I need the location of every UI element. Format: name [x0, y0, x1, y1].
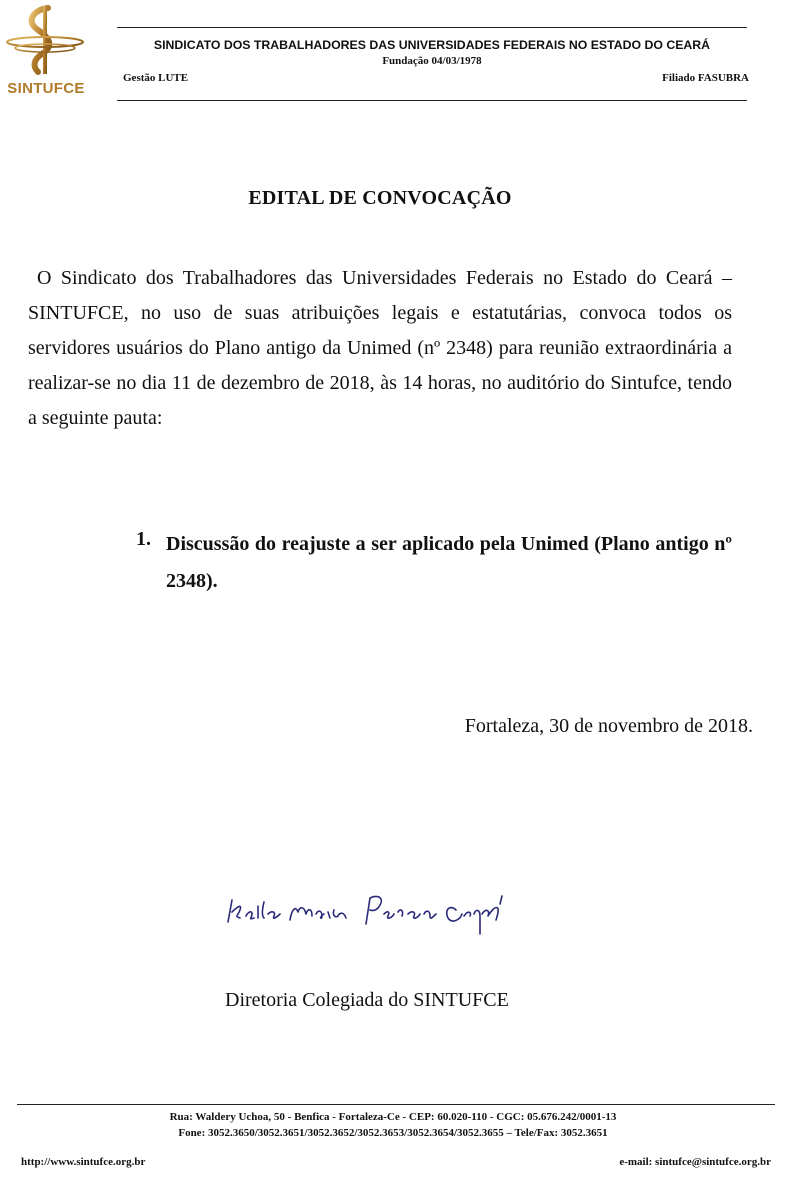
union-name: SINDICATO DOS TRABALHADORES DAS UNIVERSIDADES FEDERAIS NO ESTADO DO CEARÁ: [153, 38, 711, 52]
signer-name: Diretoria Colegiada do SINTUFCE: [225, 989, 509, 1011]
convocation-paragraph: O Sindicato dos Trabalhadores das Universidades Federais no Estado do Ceará – SINTUFCE, no uso de suas atribuições legais e estatutárias, convoca todos os servidores usuários do Plano antigo da Unimed (nº 2348) para reunião extraordinária a realizar-se no dia 11 de dezembro de 2018, às 14 horas, no auditório do Sintufce, tendo a seguinte pauta:: [28, 267, 732, 429]
logo-wordmark: SINTUFCE: [7, 80, 85, 97]
header-rule-bottom: [117, 100, 747, 101]
header-rule-top: [117, 27, 747, 28]
place-and-date: Fortaleza, 30 de novembro de 2018.: [464, 715, 753, 737]
footer-address: Rua: Waldery Uchoa, 50 - Benfica - Fortaleza-Ce - CEP: 60.020-110 - CGC: 05.676.242/0001-13: [169, 1111, 617, 1123]
agenda-item-text: Discussão do reajuste a ser aplicado pela Unimed (Plano antigo nº 2348).: [166, 533, 732, 592]
footer-website-link[interactable]: http://www.sintufce.org.br: [21, 1156, 146, 1168]
document-title: EDITAL DE CONVOCAÇÃO: [248, 187, 512, 209]
handwritten-signature: [218, 880, 518, 950]
footer-rule: [17, 1104, 775, 1105]
agenda-item-number: 1.: [136, 528, 151, 550]
footer-email-link[interactable]: e-mail: sintufce@sintufce.org.br: [619, 1156, 771, 1168]
founding-date: Fundação 04/03/1978: [382, 55, 482, 67]
footer-phones: Fone: 3052.3650/3052.3651/3052.3652/3052.3653/3052.3654/3052.3655 – Tele/Fax: 3052.3651: [178, 1127, 608, 1139]
management-label: Gestão LUTE: [123, 72, 189, 84]
affiliation-label: Filiado FASUBRA: [662, 72, 749, 84]
